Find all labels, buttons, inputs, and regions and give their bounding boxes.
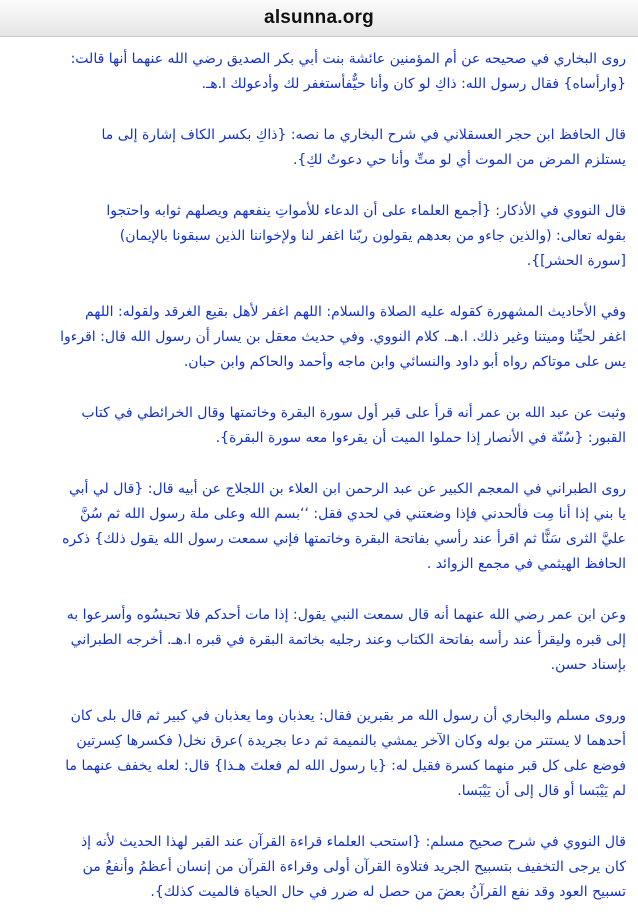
paragraph-line: وروى مسلم والبخاري أن رسول الله مر بقبرين فقال: يعذبان وما يعذبان في كبير ثم قال بلى كان: [70, 708, 626, 724]
paragraph-line: كان يرجى التخفيف بتسبيح الجريد فتلاوة القرآن أولى وقراءة القرآن من إنسان أعظمُ وأنفعُ من: [82, 859, 626, 875]
paragraph-line: أحدهما لا يستتر من بوله وكان الآخر يمشي بالنميمة ثم دعا بجريدة )عرق نخل( فكسرها كِسرتين: [76, 733, 626, 749]
paragraph-line: وثبت عن عبد الله بن عمر أنه قرأ على قبر أول سورة البقرة وخاتمتها وقال الخرائطي في كتاب: [81, 405, 626, 421]
article-paragraph: [12, 199, 626, 274]
paragraph-line: تسبيح العود وقد نفع القرآنُ بعضَ من حصل له ضرر في حال الحياة فالميت كذلك}.: [150, 884, 626, 900]
browser-title-bar: [0, 0, 638, 37]
article-paragraph: [12, 47, 626, 97]
paragraph-line: [سورة الحشر]}.: [526, 253, 626, 269]
paragraph-line: {وارأساه} فقال رسول الله: ذاكِ لو كان وأنا حيٌّفأستغفر لك وأدعولك ا.هـ.: [201, 76, 626, 92]
paragraph-line: يا بني إذا أنا مِت فألحدني فإذا وضعتني في لحدي فقل: ‘‘بسم الله وعلى ملة رسول الله ثم سُنَّ: [80, 506, 626, 522]
article-paragraph: [12, 477, 626, 577]
paragraph-line: القبور: {سُنّة في الأنصار إذا حملوا الميت أن يقرءوا معه سورة البقرة}.: [215, 430, 626, 446]
paragraph-line: إلى قبره وليقرأ عند رأسه بفاتحة الكتاب وعند رجليه بخاتمة البقرة في قبره ا.هـ. أخرجه الطبراني: [70, 632, 626, 648]
article-paragraph: [12, 401, 626, 451]
paragraph-line: يس على موتاكم رواه أبو داود والنسائي وابن ماجه وأحمد والحاكم وابن حبان.: [183, 354, 626, 370]
article-paragraph: [12, 830, 626, 905]
paragraph-line: روى الطبراني في المعجم الكبير عن عبد الرحمن ابن العلاء بن اللجلاج عن أبيه قال: {قال لي أبي: [68, 481, 626, 497]
paragraph-line: قال النووي في شرح صحيح مسلم: {استحب العلماء قراءة القرآن عند القبر لهذا الحديث لأنه إذ: [80, 834, 626, 850]
paragraph-line: وفي الأحاديث المشهورة كقوله عليه الصلاة والسلام: اللهم اغفر لأهل بقيع الغرقد ولقوله: اللهم: [84, 304, 626, 320]
article-paragraph: [12, 704, 626, 804]
paragraph-line: فوضع على كل قبر منهما كسرة فقيل له: {يا رسول الله لم فعلتَ هـذا} قال: لعله يخفف عنهما ما: [65, 758, 626, 774]
paragraph-line: الحافظ الهيثمي في مجمع الزوائد .: [426, 556, 626, 572]
paragraph-line: وعن ابن عمر رضي الله عنهما أنه قال سمعت النبي يقول: إذا مات أحدكم فلا تحبسُوه وأسرعوا به: [66, 607, 626, 623]
article-paragraph: [12, 300, 626, 375]
article-content: [0, 37, 638, 905]
paragraph-line: عليَّ الثرى سَنًّا ثم اقرأ عند رأسي بفاتحة البقرة وخاتمتها فإني سمعت رسول الله يقول ذلك} ذكره: [62, 531, 626, 547]
paragraph-line: لم يَيْبَسا أو قال إلى أن يَيْبَسا.: [457, 783, 626, 799]
site-title[interactable]: alsunna.org: [264, 7, 374, 28]
article-paragraph: [12, 123, 626, 173]
paragraph-line: يستلزم المرض من الموت أي لو متِّ وأنا حي دعوتُ لكِ}.: [292, 152, 626, 168]
paragraph-line: اغفر لحيِّنا وميتنا وغير ذلك. ا.هـ. كلام النووي. وفي حديث معقل بن يسار أن رسول الله قال: اقرءوا: [60, 329, 626, 345]
article-paragraph: [12, 603, 626, 678]
paragraph-line: بقوله تعالى: (والذين جاءو من بعدهم يقولون ربّنا اغفر لنا ولإخواننا الذين سبقونا بالإيمان): [119, 228, 626, 244]
paragraph-line: قال الحافظ ابن حجر العسقلاني في شرح البخاري ما نصه: {ذاكِ بكسر الكاف إشارة إلى ما: [101, 127, 626, 143]
paragraph-line: قال النووي في الأذكار: {أجمع العلماء على أن الدعاء للأمواتِ ينفعهم ويصلهم ثوابه واحتجوا: [106, 203, 626, 219]
paragraph-line: روى البخاري في صحيحه عن أم المؤمنين عائشة بنت أبي بكر الصديق رضي الله عنهما أنها قالت:: [70, 51, 626, 67]
paragraph-line: بإسناد حسن.: [550, 657, 626, 673]
